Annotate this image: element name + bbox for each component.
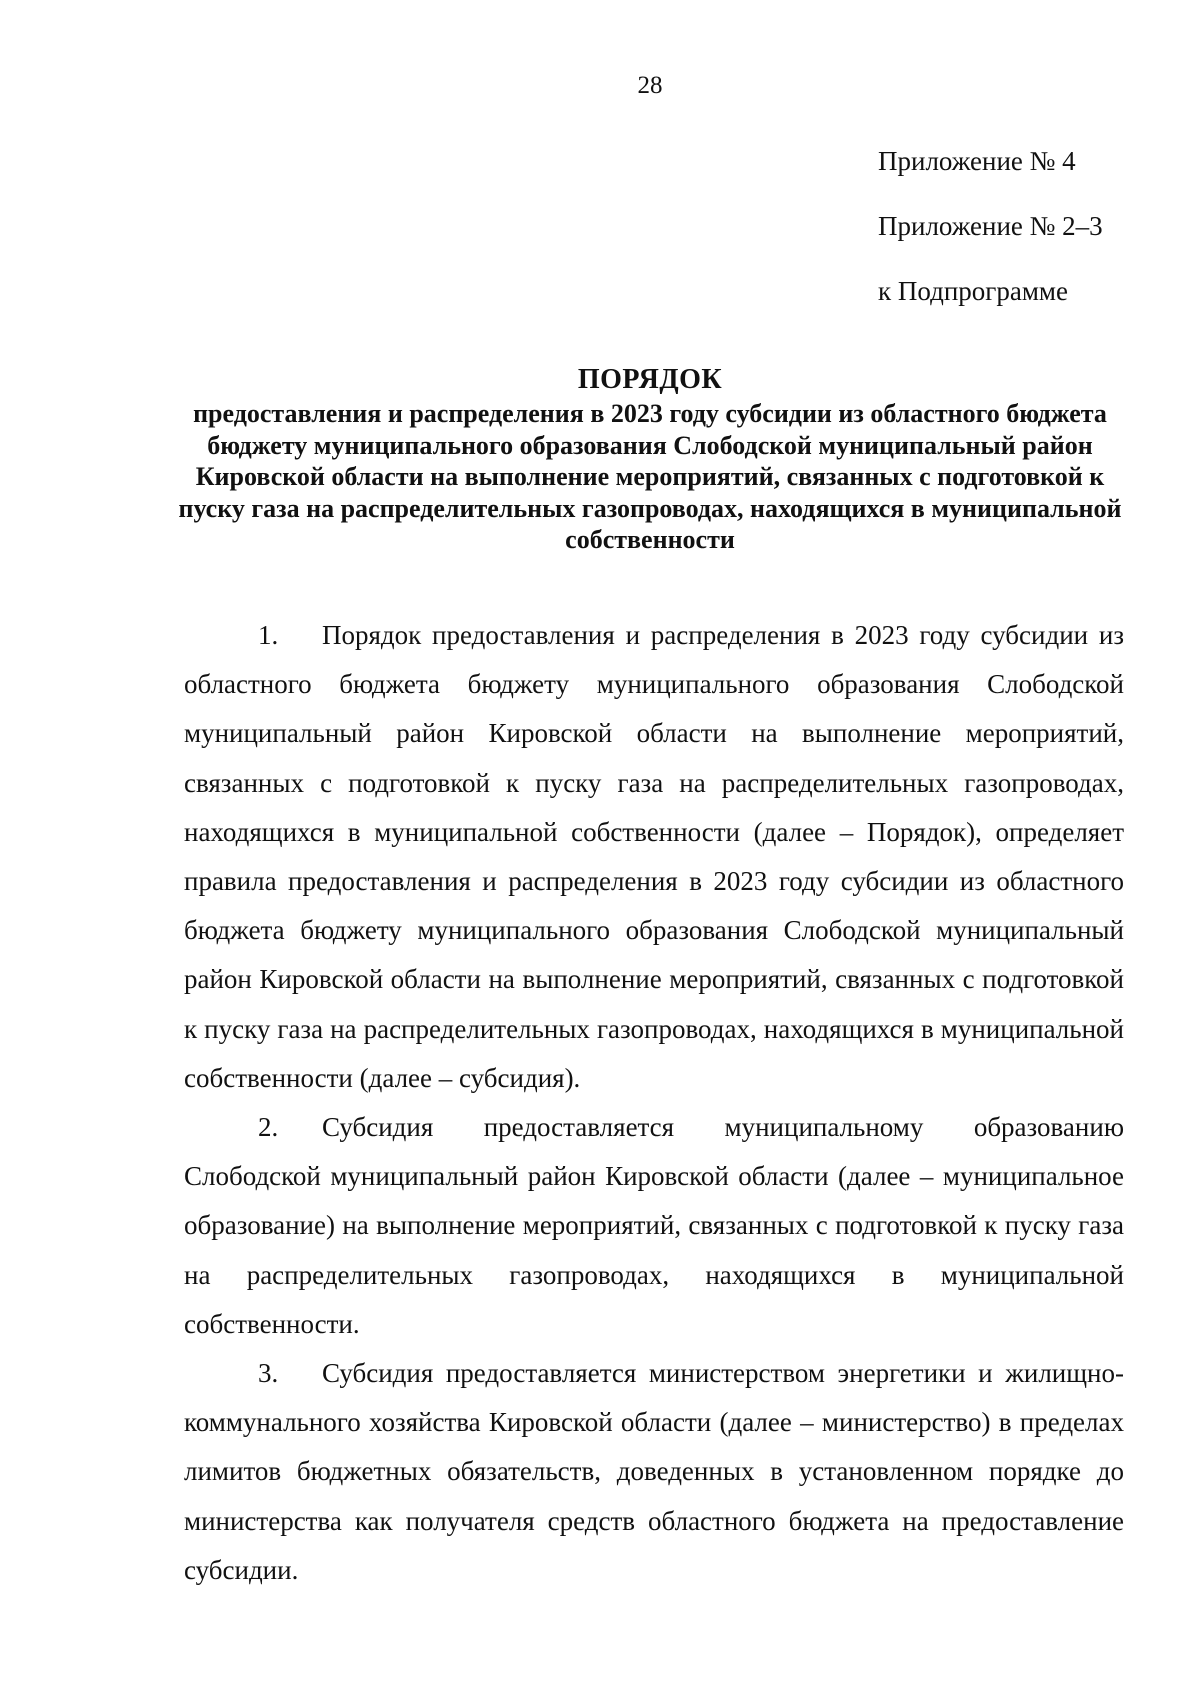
paragraph-number: 3. (258, 1358, 279, 1389)
appendix-line-1: Приложение № 4 (878, 146, 1076, 176)
paragraph-number: 2. (258, 1112, 279, 1143)
paragraph-text: Субсидия предоставляется министерством энергетики и жилищно-коммунального хозяйства Кировской области (далее – министерство) в пределах лимитов бюджетных обязательств, доведенных в установленном порядке до министерства как получателя средств областного бюджета на предоставление субсидии. (184, 1358, 1124, 1585)
paragraph-2 (184, 1103, 1124, 1349)
paragraph-3 (184, 1349, 1124, 1595)
title-subtitle: предоставления и распределения в 2023 году субсидии из областного бюджета бюджету муниципального образования Слободской муниципальный район Кировской области на выполнение мероприятий, связанных с подготовкой к пуску газа на распределительных газопроводах, находящихся в муниципальной собственности (178, 399, 1122, 554)
paragraph-number: 1. (258, 620, 279, 650)
document-title (170, 362, 1130, 556)
document-body (184, 611, 1124, 1595)
paragraph-text: Субсидия предоставляется муниципальному образованию Слободской муниципальный район Кировской области (далее – муниципальное образование) на выполнение мероприятий, связанных с подготовкой к пуску газа на распределительных газопроводах, находящихся в муниципальной собственности. (184, 1112, 1124, 1339)
paragraph-text: Порядок предоставления и распределения в 2023 году субсидии из областного бюджета бюджету муниципального образования Слободской муниципальный район Кировской области на выполнение мероприятий, связанных с подготовкой к пуску газа на распределительных газопроводах, находящихся в муниципальной собственности (далее – Порядок), определяет правила предоставления и распределения в 2023 году субсидии из областного бюджета бюджету муниципального образования Слободской муниципальный район Кировской области на выполнение мероприятий, связанных с подготовкой к пуску газа на распределительных газопроводах, находящихся в муниципальной собственности (далее – субсидия). (184, 620, 1124, 1093)
title-main: ПОРЯДОК (577, 364, 723, 395)
appendix-line-2: Приложение № 2–3 (878, 211, 1103, 241)
appendix-line-3: к Подпрограмме (878, 276, 1068, 306)
paragraph-1 (184, 611, 1124, 1103)
page-number: 28 (637, 72, 663, 99)
